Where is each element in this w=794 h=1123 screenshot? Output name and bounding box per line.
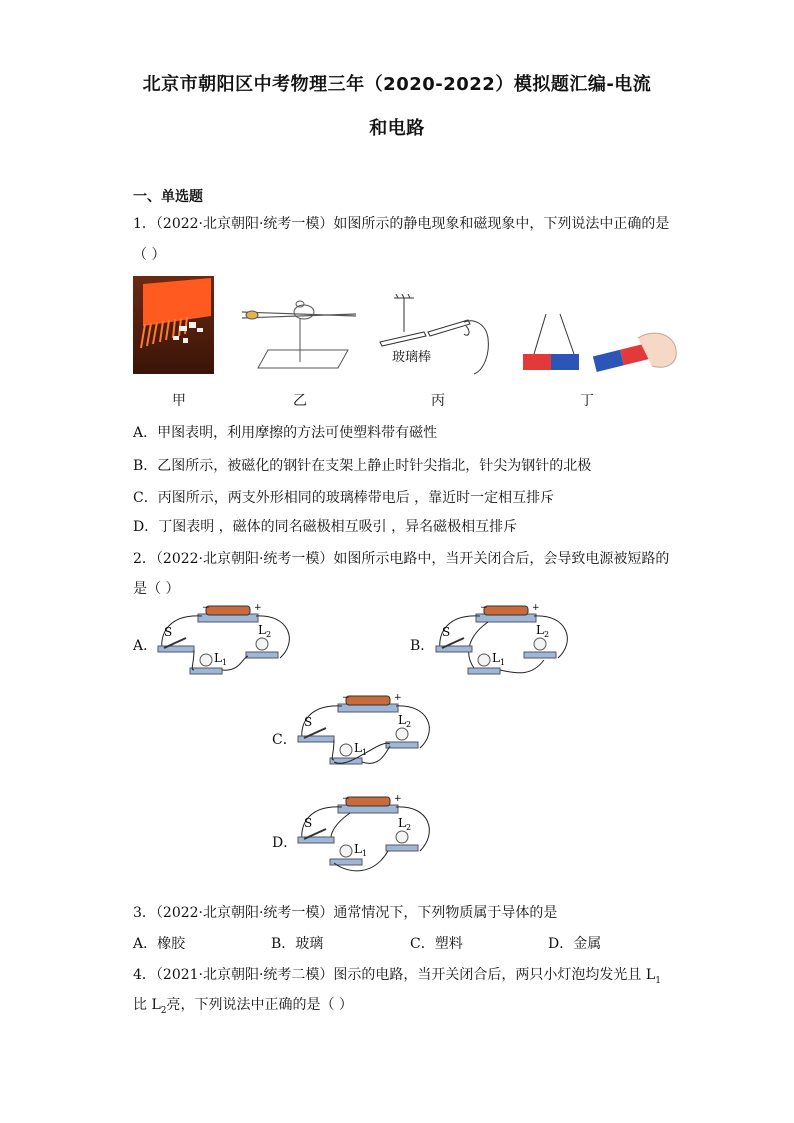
fig-label-bing: 丙: [431, 393, 445, 409]
q3-option-b[interactable]: B．玻璃: [271, 936, 324, 952]
battery-plus: +: [394, 693, 402, 703]
magnets-figure: [520, 310, 680, 376]
q2-option-a-letter[interactable]: A．: [133, 638, 158, 654]
q2-stem-line2: 是（ ）: [133, 581, 180, 597]
battery-minus: −: [202, 603, 210, 613]
fig-label-yi: 乙: [293, 393, 307, 409]
q1-option-d[interactable]: D．丁图表明 ，磁体的同名磁极相互吸引 ，异名磁极相互排斥: [133, 519, 518, 535]
q2-option-b-letter[interactable]: B．: [410, 638, 435, 654]
battery-plus: +: [394, 794, 402, 804]
lamp1-label: $L_1$: [354, 842, 368, 858]
lamp1-label: $L_1$: [492, 651, 506, 667]
lamp2-label: $L_2$: [398, 816, 412, 832]
q4-sub-1: 1: [655, 975, 661, 986]
battery-minus: −: [342, 794, 350, 804]
q4-stem-text: 4．（2021·北京朝阳·统考二模）图示的电路，当开关闭合后，两只小灯泡均发光且 L: [133, 967, 656, 983]
battery-minus: −: [480, 603, 488, 613]
glass-rod-figure: [378, 294, 493, 376]
circuit-b[interactable]: [428, 602, 573, 682]
comb-photo: [133, 276, 214, 374]
lamp1-label: $L_1$: [214, 651, 228, 667]
lamp2-label: $L_2$: [536, 623, 550, 639]
battery-plus: +: [254, 603, 262, 613]
q1-option-c[interactable]: C．丙图所示，两支外形相同的玻璃棒带电后 ，靠近时一定相互排斥: [133, 490, 555, 506]
section-heading: 一、单选题: [133, 189, 203, 205]
q4-stem-line2: [133, 994, 353, 1016]
circuit-c[interactable]: [290, 692, 435, 772]
q3-option-c[interactable]: C．塑料: [410, 936, 463, 952]
circuit-a[interactable]: [150, 602, 295, 682]
battery-plus: +: [532, 603, 540, 613]
q4-stem: [133, 964, 661, 986]
q3-option-a[interactable]: A．橡胶: [133, 936, 186, 952]
switch-label: S: [442, 625, 451, 639]
q1-paren: （ ）: [133, 247, 166, 263]
switch-label: S: [164, 625, 173, 639]
q1-option-b[interactable]: B．乙图所示，被磁化的钢针在支架上静止时针尖指北，针尖为钢针的北极: [133, 458, 592, 474]
q1-option-a[interactable]: A．甲图表明，利用摩擦的方法可使塑料带有磁性: [133, 425, 438, 441]
q4-sub-2: 2: [160, 1005, 167, 1016]
q4-stem-text-2a: 比 L: [133, 997, 161, 1013]
q1-stem: 1．（2022·北京朝阳·统考一模）如图所示的静电现象和磁现象中，下列说法中正确的是: [133, 216, 670, 232]
lamp1-label: $L_1$: [354, 741, 368, 757]
q2-stem: 2．（2022·北京朝阳·统考一模）如图所示电路中，当开关闭合后，会导致电源被短路的: [133, 551, 670, 567]
switch-label: S: [304, 715, 313, 729]
glass-rod-label: 玻璃棒: [392, 350, 432, 365]
circuit-d[interactable]: [290, 793, 435, 877]
q2-option-c-letter[interactable]: C．: [272, 732, 297, 748]
switch-label: S: [304, 816, 313, 830]
compass-needle-figure: [238, 292, 360, 372]
fig-label-jia: 甲: [172, 393, 186, 409]
lamp2-label: $L_2$: [258, 623, 272, 639]
page-title-line2: 和电路: [369, 118, 425, 139]
fig-label-ding: 丁: [580, 393, 594, 409]
q2-option-d-letter[interactable]: D．: [272, 835, 298, 851]
q3-stem: 3．（2022·北京朝阳·统考一模）通常情况下，下列物质属于导体的是: [133, 905, 558, 921]
lamp2-label: $L_2$: [398, 713, 412, 729]
q3-option-d[interactable]: D．金属: [548, 936, 602, 952]
battery-minus: −: [342, 693, 350, 703]
q4-stem-text-2b: 亮，下列说法中正确的是（ ）: [166, 997, 353, 1013]
page-title: 北京市朝阳区中考物理三年（2020-2022）模拟题汇编-电流: [142, 74, 652, 95]
